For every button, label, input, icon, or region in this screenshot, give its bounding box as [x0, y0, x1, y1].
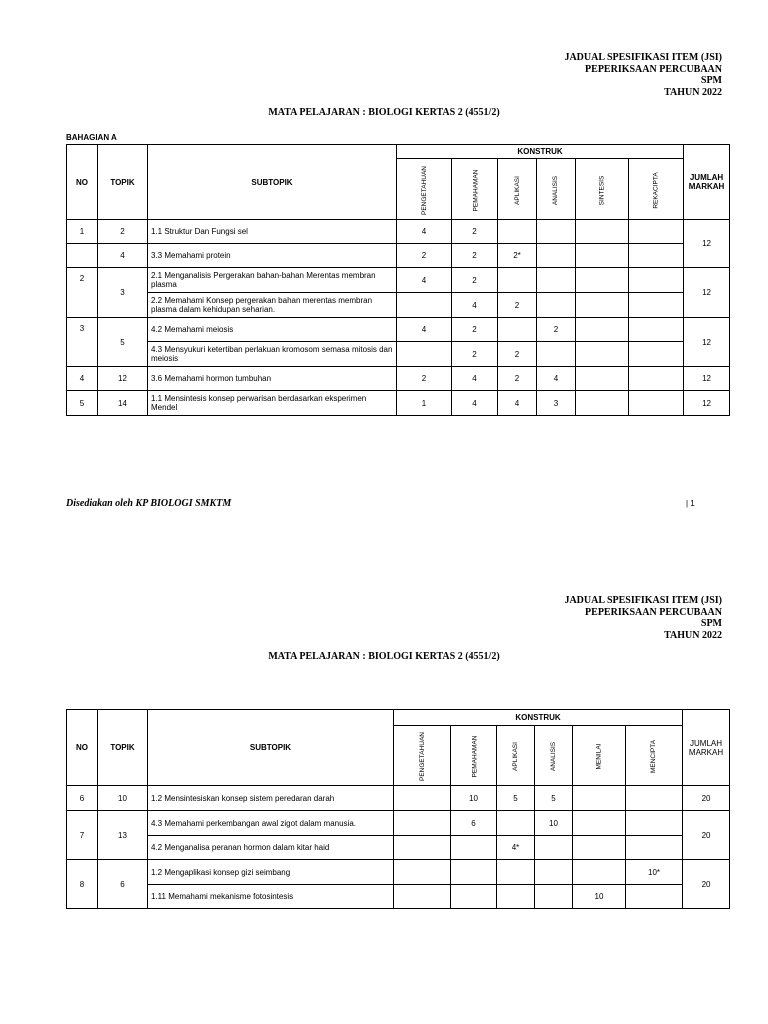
- table-row: [67, 318, 730, 342]
- konstruk-label: MENCIPTA: [650, 739, 658, 774]
- cell-jumlah: 12: [684, 318, 730, 367]
- cell-konstruk: [498, 318, 537, 342]
- konstruk-label: APLIKASI: [513, 175, 521, 205]
- konstruk-header: [397, 159, 452, 220]
- cell-topik: 4: [98, 244, 148, 268]
- table-row: [67, 860, 730, 885]
- cell-subtopik: 4.2 Menganalisa peranan hormon dalam kitar haid: [148, 836, 394, 860]
- cell-konstruk: [626, 836, 683, 860]
- cell-konstruk: 2: [452, 244, 498, 268]
- cell-konstruk: [629, 293, 684, 318]
- cell-konstruk: [576, 268, 629, 293]
- cell-no: 6: [67, 786, 98, 811]
- cell-konstruk: [497, 811, 535, 836]
- cell-konstruk: 2: [452, 220, 498, 244]
- page1-spec-table: [66, 144, 730, 416]
- table-row: [67, 786, 730, 811]
- cell-subtopik: 1.1 Mensintesis konsep perwarisan berdasarkan eksperimen Mendel: [148, 391, 397, 416]
- cell-konstruk: 4: [397, 318, 452, 342]
- cell-konstruk: [394, 836, 451, 860]
- cell-konstruk: 2*: [498, 244, 537, 268]
- cell-konstruk: 3: [537, 391, 576, 416]
- col-header-no: NO: [67, 710, 98, 786]
- cell-subtopik: 3.3 Memahami protein: [148, 244, 397, 268]
- header-line: JADUAL SPESIFIKASI ITEM (JSI): [564, 595, 722, 606]
- cell-konstruk: 10: [535, 811, 573, 836]
- cell-konstruk: 2: [498, 342, 537, 367]
- cell-jumlah: 20: [683, 860, 730, 909]
- konstruk-label: SINTESIS: [598, 175, 606, 205]
- konstruk-header: [573, 726, 626, 786]
- cell-topik: 6: [98, 860, 148, 909]
- table-row: [67, 885, 730, 909]
- cell-konstruk: 1: [397, 391, 452, 416]
- konstruk-header: [626, 726, 683, 786]
- cell-konstruk: 2: [452, 342, 498, 367]
- table-row: [67, 342, 730, 367]
- cell-topik: 13: [98, 811, 148, 860]
- cell-no: 8: [67, 860, 98, 909]
- cell-konstruk: 4: [397, 220, 452, 244]
- cell-konstruk: [394, 860, 451, 885]
- cell-konstruk: [576, 342, 629, 367]
- konstruk-header: [535, 726, 573, 786]
- cell-konstruk: [629, 268, 684, 293]
- cell-topik: 12: [98, 367, 148, 391]
- cell-konstruk: [537, 268, 576, 293]
- cell-no: 4: [67, 367, 98, 391]
- cell-konstruk: [537, 244, 576, 268]
- cell-konstruk: 2: [537, 318, 576, 342]
- konstruk-label: MENILAI: [595, 743, 603, 770]
- cell-konstruk: [573, 860, 626, 885]
- header-line: PEPERIKSAAN PERCUBAAN: [585, 63, 722, 75]
- cell-topik: 10: [98, 786, 148, 811]
- cell-konstruk: [497, 860, 535, 885]
- cell-konstruk: 2: [452, 318, 498, 342]
- header-line: JADUAL SPESIFIKASI ITEM (JSI): [564, 52, 722, 63]
- cell-konstruk: [576, 244, 629, 268]
- konstruk-label: PEMAHAMAN: [472, 169, 480, 211]
- cell-konstruk: 4*: [497, 836, 535, 860]
- cell-konstruk: [498, 268, 537, 293]
- cell-konstruk: [397, 342, 452, 367]
- col-header-konstruk: KONSTRUK: [397, 145, 684, 159]
- cell-konstruk: 4: [397, 268, 452, 293]
- cell-konstruk: 5: [535, 786, 573, 811]
- konstruk-label: PENGETAHUAN: [418, 732, 426, 781]
- cell-subtopik: 4.2 Memahami meiosis: [148, 318, 397, 342]
- cell-konstruk: [394, 786, 451, 811]
- table-row: [67, 367, 730, 391]
- header-line: PEPERIKSAAN PERCUBAAN: [585, 606, 722, 618]
- cell-konstruk: [497, 885, 535, 909]
- cell-konstruk: [629, 342, 684, 367]
- cell-konstruk: 4: [498, 391, 537, 416]
- konstruk-label: REKACIPTA: [652, 171, 660, 209]
- page1-subject-title: MATA PELAJARAN : BIOLOGI KERTAS 2 (4551/2): [268, 107, 500, 118]
- cell-no: 2: [67, 268, 98, 318]
- cell-konstruk: [573, 811, 626, 836]
- konstruk-header: [629, 159, 684, 220]
- page2-spec-table: [66, 709, 730, 909]
- col-header-topik: TOPIK: [98, 145, 148, 220]
- cell-konstruk: [537, 293, 576, 318]
- konstruk-header: [451, 726, 497, 786]
- cell-konstruk: [535, 860, 573, 885]
- konstruk-header: [498, 159, 537, 220]
- cell-konstruk: [576, 318, 629, 342]
- cell-konstruk: 10: [451, 786, 497, 811]
- cell-topik: 3: [98, 268, 148, 318]
- page-number: | 1: [686, 499, 695, 508]
- cell-jumlah: 20: [683, 811, 730, 860]
- konstruk-header: [576, 159, 629, 220]
- col-header-konstruk: KONSTRUK: [394, 710, 683, 726]
- cell-konstruk: [537, 342, 576, 367]
- cell-no: 3: [67, 318, 98, 367]
- cell-konstruk: 2: [498, 293, 537, 318]
- section-label: BAHAGIAN A: [66, 133, 117, 142]
- konstruk-label: APLIKASI: [512, 742, 519, 771]
- header-line: TAHUN 2022: [664, 629, 722, 641]
- cell-jumlah: 12: [684, 391, 730, 416]
- konstruk-label: ANALISIS: [549, 741, 557, 772]
- cell-konstruk: [629, 391, 684, 416]
- cell-topik: 2: [98, 220, 148, 244]
- cell-konstruk: [626, 885, 683, 909]
- konstruk-header: [537, 159, 576, 220]
- cell-konstruk: [397, 293, 452, 318]
- cell-konstruk: [626, 811, 683, 836]
- page1-header: [564, 52, 722, 98]
- cell-konstruk: 4: [452, 293, 498, 318]
- col-header-topik: TOPIK: [98, 710, 148, 786]
- cell-subtopik: 1.2 Mengaplikasi konsep gizi seimbang: [148, 860, 394, 885]
- cell-konstruk: [629, 318, 684, 342]
- cell-konstruk: [394, 885, 451, 909]
- cell-konstruk: [626, 786, 683, 811]
- table-row: [67, 391, 730, 416]
- cell-konstruk: [535, 836, 573, 860]
- konstruk-header: [497, 726, 535, 786]
- cell-konstruk: [451, 860, 497, 885]
- konstruk-label: PEMAHAMAN: [471, 735, 479, 778]
- col-header-subtopik: SUBTOPIK: [148, 710, 394, 786]
- cell-konstruk: [629, 220, 684, 244]
- cell-konstruk: [537, 220, 576, 244]
- cell-konstruk: [498, 220, 537, 244]
- cell-konstruk: 2: [397, 367, 452, 391]
- cell-konstruk: 2: [498, 367, 537, 391]
- cell-konstruk: 4: [537, 367, 576, 391]
- cell-konstruk: [451, 885, 497, 909]
- cell-konstruk: [576, 391, 629, 416]
- cell-konstruk: [394, 811, 451, 836]
- cell-konstruk: [629, 244, 684, 268]
- cell-no: 1: [67, 220, 98, 244]
- cell-konstruk: 6: [451, 811, 497, 836]
- cell-konstruk: [573, 786, 626, 811]
- table-row: [67, 293, 730, 318]
- cell-subtopik: 3.6 Memahami hormon tumbuhan: [148, 367, 397, 391]
- cell-konstruk: [576, 220, 629, 244]
- cell-topik: 14: [98, 391, 148, 416]
- cell-konstruk: 2: [452, 268, 498, 293]
- cell-subtopik: 4.3 Mensyukuri ketertiban perlakuan kromosom semasa mitosis dan meiosis: [148, 342, 397, 367]
- header-line: TAHUN 2022: [664, 86, 722, 98]
- cell-jumlah: 12: [684, 367, 730, 391]
- cell-no: [67, 244, 98, 268]
- cell-konstruk: [629, 367, 684, 391]
- table-row: [67, 811, 730, 836]
- cell-konstruk: [451, 836, 497, 860]
- cell-subtopik: 1.2 Mensintesiskan konsep sistem peredaran darah: [148, 786, 394, 811]
- col-header-jumlah: JUMLAH MARKAH: [683, 710, 730, 786]
- konstruk-header: [394, 726, 451, 786]
- col-header-no: NO: [67, 145, 98, 220]
- cell-konstruk: [535, 885, 573, 909]
- cell-subtopik: 4.3 Memahami perkembangan awal zigot dalam manusia.: [148, 811, 394, 836]
- cell-topik: 5: [98, 318, 148, 367]
- cell-konstruk: [576, 367, 629, 391]
- cell-jumlah: 20: [683, 786, 730, 811]
- cell-konstruk: [576, 293, 629, 318]
- konstruk-label: PENGETAHUAN: [421, 165, 428, 215]
- table-row: [67, 836, 730, 860]
- cell-konstruk: 5: [497, 786, 535, 811]
- table-row: [67, 220, 730, 244]
- cell-konstruk: 10: [573, 885, 626, 909]
- prepared-by-footer: Disediakan oleh KP BIOLOGI SMKTM: [66, 498, 232, 509]
- konstruk-header: [452, 159, 498, 220]
- cell-subtopik: 1.11 Memahami mekanisme fotosintesis: [148, 885, 394, 909]
- cell-subtopik: 2.2 Memahami Konsep pergerakan bahan merentas membran plasma dalam kehidupan seharian.: [148, 293, 397, 318]
- col-header-subtopik: SUBTOPIK: [148, 145, 397, 220]
- cell-jumlah: 12: [684, 220, 730, 268]
- cell-no: 7: [67, 811, 98, 860]
- cell-konstruk: 4: [452, 367, 498, 391]
- table-row: [67, 268, 730, 293]
- header-line: SPM: [700, 618, 722, 629]
- cell-jumlah: 12: [684, 268, 730, 318]
- page2-subject-title: MATA PELAJARAN : BIOLOGI KERTAS 2 (4551/2): [268, 651, 500, 662]
- cell-konstruk: 10*: [626, 860, 683, 885]
- header-line: SPM: [700, 75, 722, 86]
- konstruk-label: ANALISIS: [552, 175, 560, 205]
- cell-subtopik: 1.1 Struktur Dan Fungsi sel: [148, 220, 397, 244]
- page2-header: [564, 595, 722, 641]
- table-row: [67, 244, 730, 268]
- cell-konstruk: [573, 836, 626, 860]
- cell-subtopik: 2.1 Menganalisis Pergerakan bahan-bahan Merentas membran plasma: [148, 268, 397, 293]
- cell-no: 5: [67, 391, 98, 416]
- cell-konstruk: 2: [397, 244, 452, 268]
- col-header-jumlah: JUMLAH MARKAH: [684, 145, 730, 220]
- cell-konstruk: 4: [452, 391, 498, 416]
